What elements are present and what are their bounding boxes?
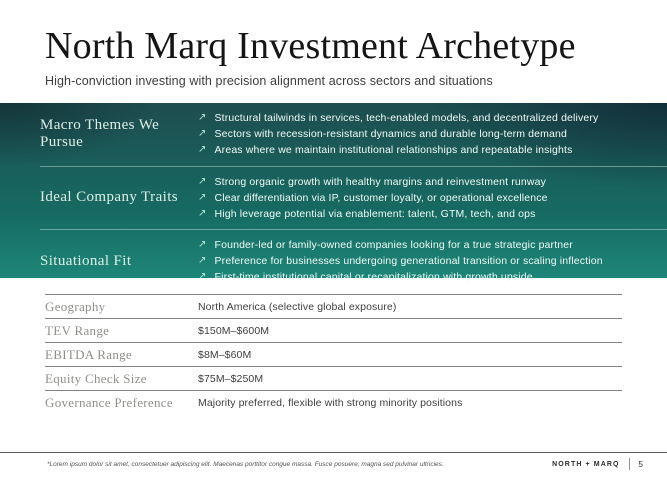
table-row <box>45 294 622 318</box>
arrow-up-right-icon: ↗ <box>198 207 207 219</box>
row-label: EBITDA Range <box>45 346 133 362</box>
bullet-item <box>198 271 603 284</box>
bullet-list <box>198 167 554 230</box>
arrow-up-right-icon: ↗ <box>198 144 207 155</box>
table-row <box>45 366 622 390</box>
arrow-up-right-icon: ↗ <box>198 128 207 139</box>
bullet-item <box>198 144 598 157</box>
footer-divider <box>629 458 630 470</box>
slide-footer <box>0 452 667 470</box>
investment-criteria-table <box>45 294 622 414</box>
slide-header <box>0 0 667 88</box>
themes-band <box>0 103 667 283</box>
disclaimer-footnote: *Lorem ipsum dolor sit amet, consectetuer adipiscing elit. Maecenas porttitor congue massa. Fusce posuere, magna sed pulvinar ultricies. <box>47 460 444 468</box>
bullet-item <box>198 255 603 268</box>
table-row <box>45 342 622 366</box>
arrow-up-right-icon: ↗ <box>198 191 207 203</box>
arrow-up-right-icon: ↗ <box>198 239 207 250</box>
row-value: $75M–$250M <box>198 372 264 385</box>
footer-brand-group <box>552 458 643 470</box>
brand-wordmark: NORTH + MARQ <box>552 460 620 468</box>
footer-content <box>0 453 667 470</box>
bullet-text: Structural tailwinds in services, tech-enabled models, and decentralized delivery <box>214 112 599 124</box>
row-label: TEV Range <box>45 322 110 338</box>
bullet-text: Clear differentiation via IP, customer loyalty, or operational excellence <box>214 191 548 204</box>
arrow-up-right-icon: ↗ <box>198 271 207 282</box>
row-value: $8M–$60M <box>198 348 252 361</box>
bullet-text: Sectors with recession-resistant dynamics and durable long-term demand <box>214 128 568 140</box>
arrow-up-right-icon: ↗ <box>198 255 207 266</box>
band-row-label: Ideal Company Traits <box>40 189 178 206</box>
page-number: 5 <box>638 459 643 469</box>
band-row-label: Situational Fit <box>40 252 132 269</box>
band-row-situational-fit <box>0 230 667 293</box>
arrow-up-right-icon: ↗ <box>198 112 207 123</box>
bullet-text: Founder-led or family-owned companies looking for a true strategic partner <box>214 239 573 251</box>
page-subtitle: High-conviction investing with precision alignment across sectors and situations <box>45 74 493 89</box>
arrow-up-right-icon: ↗ <box>198 175 207 187</box>
band-row-label: Macro Themes We Pursue <box>40 117 160 151</box>
bullet-text: Preference for businesses undergoing generational transition or scaling inflection <box>214 255 603 267</box>
bullet-item <box>198 239 603 252</box>
row-value: Majority preferred, flexible with strong minority positions <box>198 396 463 409</box>
bullet-text: First-time institutional capital or recapitalization with growth upside <box>214 271 533 283</box>
row-value: North America (selective global exposure) <box>198 300 397 313</box>
row-value: $150M–$600M <box>198 324 270 337</box>
band-row-company-traits <box>0 167 667 230</box>
row-label: Geography <box>45 298 106 314</box>
bullet-text: Strong organic growth with healthy margins and reinvestment runway <box>214 175 547 188</box>
page-title: North Marq Investment Archetype <box>45 25 576 67</box>
row-label: Governance Preference <box>45 394 173 410</box>
bullet-item <box>198 128 598 141</box>
row-label: Equity Check Size <box>45 370 147 386</box>
bullet-item <box>198 192 548 205</box>
band-row-macro-themes <box>0 103 667 166</box>
bullet-item <box>198 176 548 189</box>
bullet-text: Areas where we maintain institutional relationships and repeatable insights <box>214 144 573 156</box>
bullet-text: High leverage potential via enablement: talent, GTM, tech, and ops <box>214 207 536 220</box>
table-row <box>45 390 622 414</box>
bullet-item <box>198 112 598 125</box>
table-row <box>45 318 622 342</box>
bullet-item <box>198 208 548 221</box>
bullet-list <box>198 230 609 293</box>
bullet-list <box>198 103 604 166</box>
